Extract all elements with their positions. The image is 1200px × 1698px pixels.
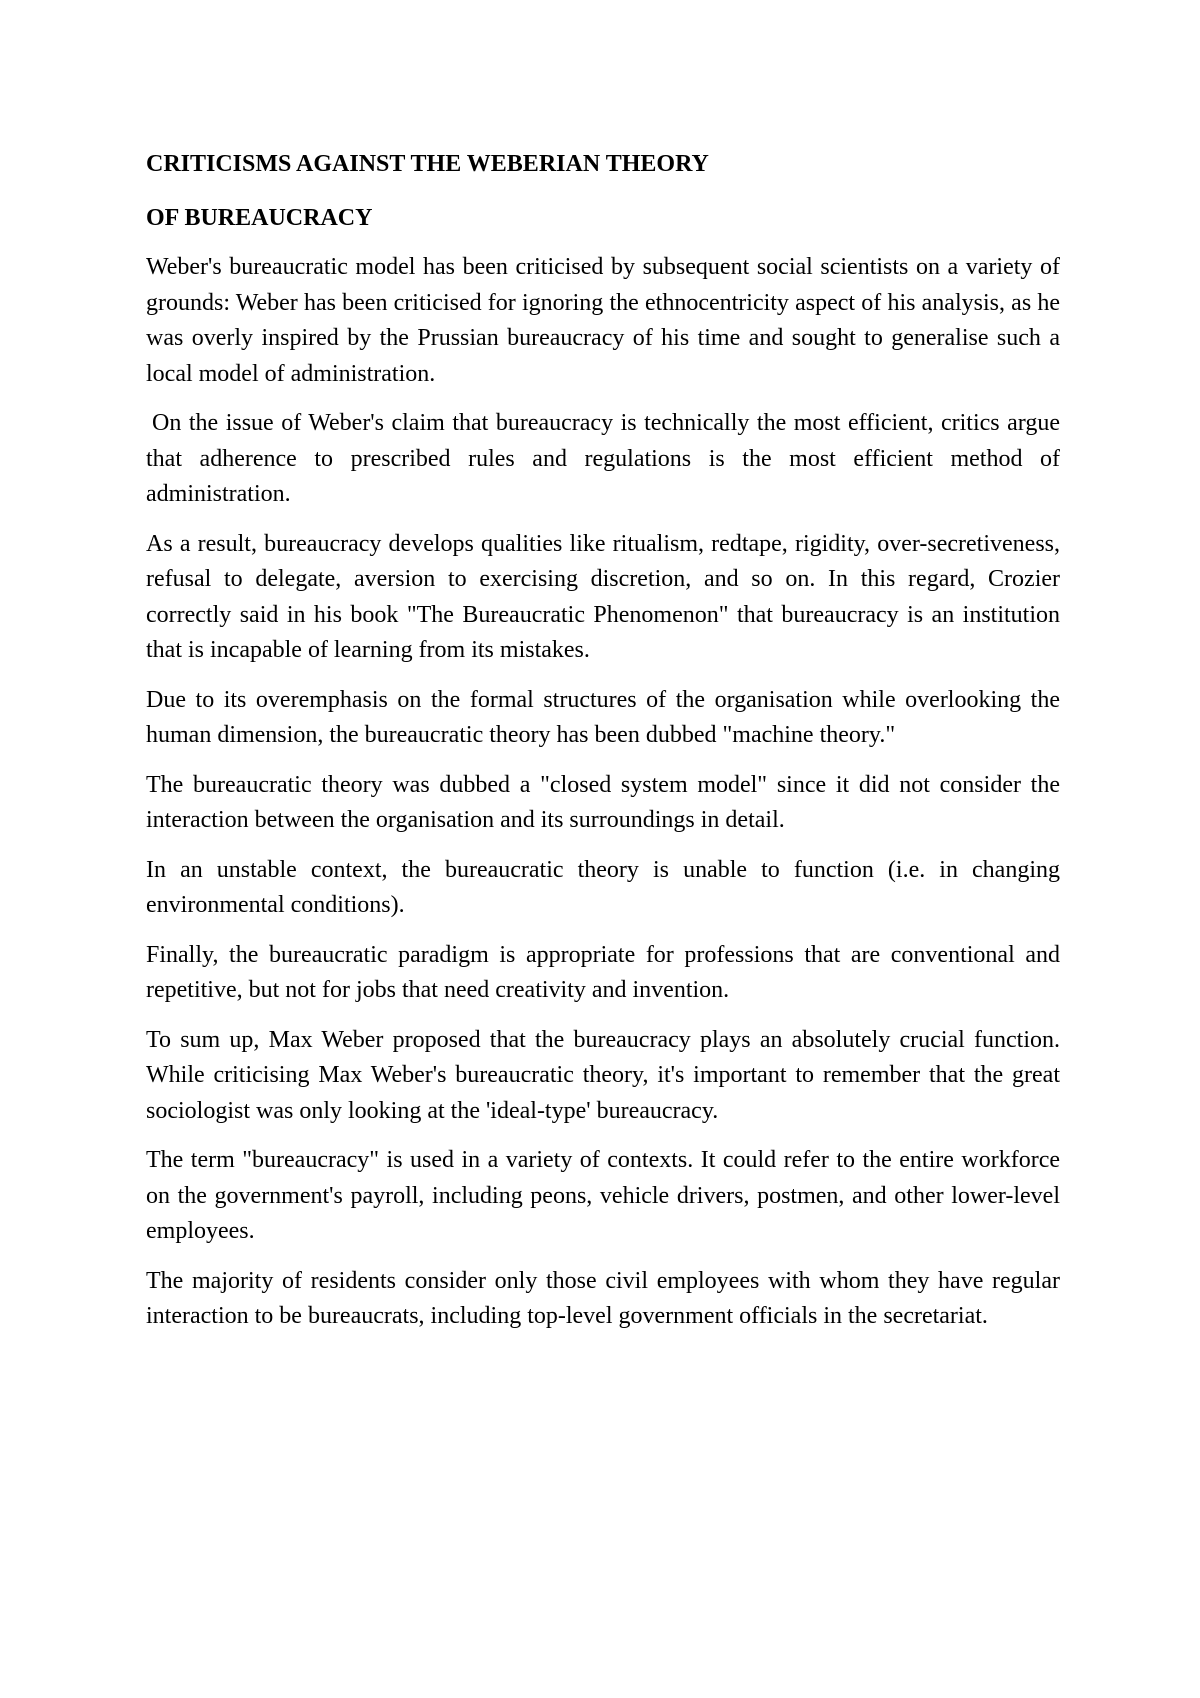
paragraph-term-bureaucracy: The term "bureaucracy" is used in a variety of contexts. It could refer to the entire workforce on the government's payroll, including peons, vehicle drivers, postmen, and other lower-level employees.	[146, 1147, 1060, 1244]
paragraph-unstable-context: In an unstable context, the bureaucratic theory is unable to function (i.e. in changing environmental conditions).	[146, 856, 1060, 918]
document-body	[146, 146, 1060, 1349]
paragraph-residents-view: The majority of residents consider only those civil employees with whom they have regular interaction to be bureaucrats, including top-level government officials in the secretariat.	[146, 1267, 1060, 1329]
document-title-line-2: OF BUREAUCRACY	[146, 205, 373, 231]
paragraph-ritualism-crozier: As a result, bureaucracy develops qualities like ritualism, redtape, rigidity, over-secretiveness, refusal to delegate, aversion to exercising discretion, and so on. In this regard, Crozier correctly said in his book "The Bureaucratic Phenomenon" that bureaucracy is an institution that is incapable of learning from its mistakes.	[146, 530, 1060, 663]
paragraph-repetitive-professions: Finally, the bureaucratic paradigm is appropriate for professions that are conventional and repetitive, but not for jobs that need creativity and invention.	[146, 941, 1060, 1003]
paragraph-efficiency-claim: On the issue of Weber's claim that bureaucracy is technically the most efficient, critics argue that adherence to prescribed rules and regulations is the most efficient method of administration.	[146, 410, 1060, 507]
paragraph-machine-theory: Due to its overemphasis on the formal structures of the organisation while overlooking the human dimension, the bureaucratic theory has been dubbed "machine theory."	[146, 686, 1060, 748]
paragraph-ethnocentricity: Weber's bureaucratic model has been criticised by subsequent social scientists on a variety of grounds: Weber has been criticised for ignoring the ethnocentricity aspect of his analysis, as he was overly inspired by the Prussian bureaucracy of his time and sought to generalise such a local model of administration.	[146, 254, 1060, 387]
document-title-line-1: CRITICISMS AGAINST THE WEBERIAN THEORY	[146, 151, 709, 177]
paragraph-summary-ideal-type: To sum up, Max Weber proposed that the bureaucracy plays an absolutely crucial function. While criticising Max Weber's bureaucratic theory, it's important to remember that the great sociologist was only looking at the 'ideal-type' bureaucracy.	[146, 1026, 1060, 1124]
paragraph-closed-system: The bureaucratic theory was dubbed a "closed system model" since it did not consider the interaction between the organisation and its surroundings in detail.	[146, 771, 1060, 833]
